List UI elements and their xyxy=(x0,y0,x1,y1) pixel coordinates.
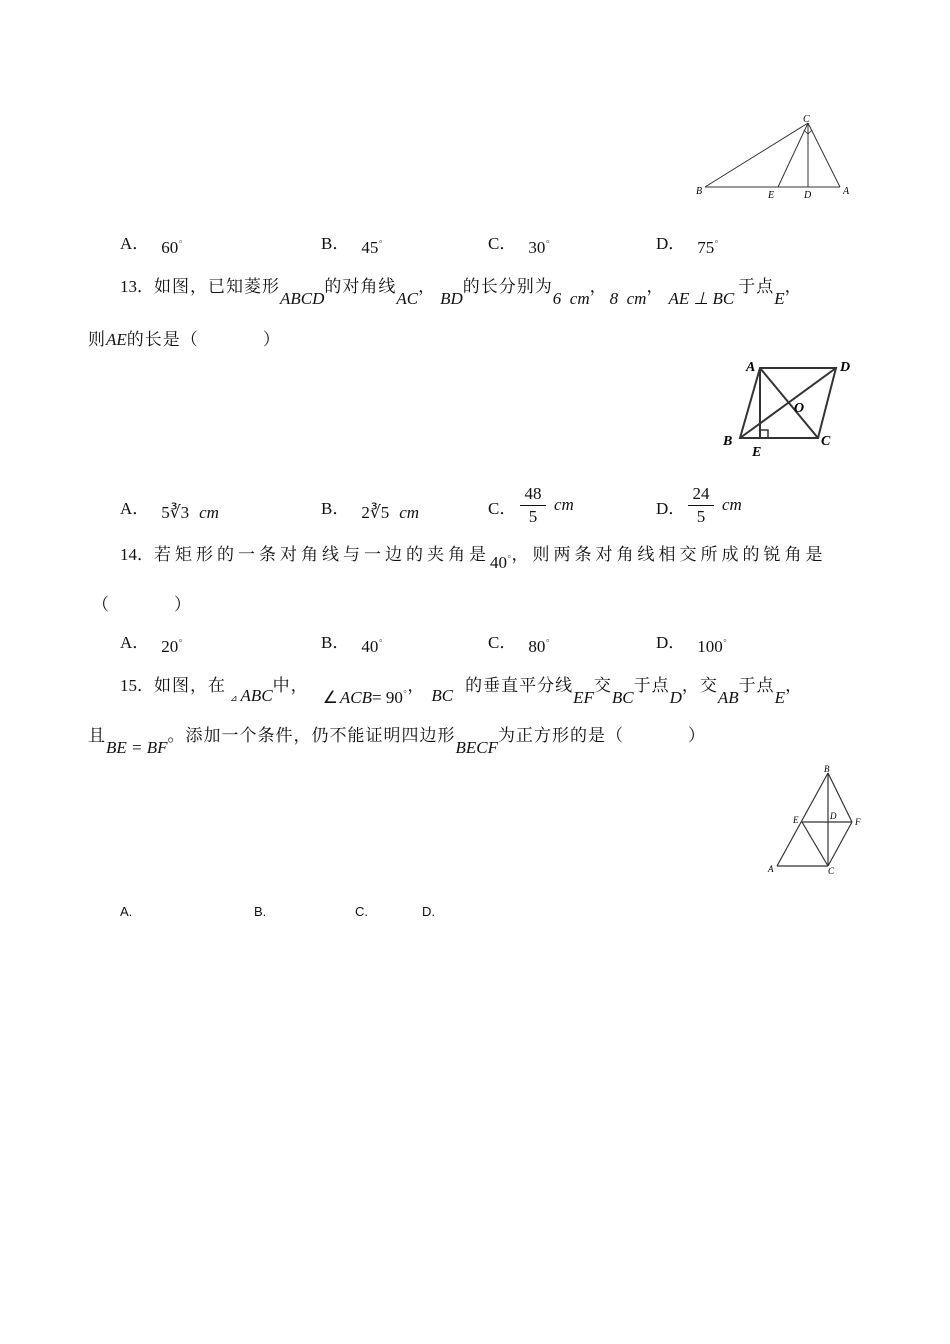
option-label: D． xyxy=(656,499,686,518)
q14-stem-line1 xyxy=(120,540,827,572)
q14-option-c[interactable] xyxy=(488,628,550,656)
stem-text: 的垂直平分线 xyxy=(465,676,574,696)
degree-sign: ° xyxy=(507,555,512,565)
math-8cm: 8 cm xyxy=(609,289,647,308)
question-number: 13． xyxy=(120,277,154,296)
q14-option-d[interactable] xyxy=(656,628,728,656)
math-ae-perp-bc: AE ⊥ BC xyxy=(668,289,735,308)
math-d: D xyxy=(669,688,682,707)
stem-text: 交 xyxy=(593,676,612,696)
stem-text: 则 xyxy=(88,330,106,350)
option-unit: cm xyxy=(199,503,219,522)
option-value: 30 xyxy=(528,238,546,257)
q14-option-a[interactable] xyxy=(120,628,183,656)
math-becf: BECF xyxy=(455,738,499,757)
option-label: D． xyxy=(656,633,686,652)
option-label: A． xyxy=(120,499,150,518)
q12-option-b[interactable] xyxy=(321,229,383,257)
q12-option-a[interactable] xyxy=(120,229,183,257)
fig15-label-c: C xyxy=(828,866,835,876)
degree-sign: ° xyxy=(378,240,383,250)
q15-option-c[interactable]: C. xyxy=(355,904,368,919)
fig13-label-b: B xyxy=(723,434,733,449)
fig13-label-d: D xyxy=(840,360,851,375)
q13-option-c-fraction xyxy=(520,484,546,527)
stem-text: 于点 xyxy=(738,277,775,297)
figure-q13 xyxy=(718,352,863,460)
math-acb: ACB xyxy=(339,688,373,707)
option-value: 60 xyxy=(161,238,179,257)
fig13-label-o: O xyxy=(794,401,805,416)
q13-option-d-fraction xyxy=(688,484,714,527)
stem-text: 如图，已知菱形 xyxy=(154,277,280,297)
q15-option-d[interactable]: D. xyxy=(422,904,435,919)
math-be-eq-bf: BE = BF xyxy=(106,738,168,757)
degree-sign: ° xyxy=(545,240,550,250)
stem-text: 为正方形的是（ ） xyxy=(498,726,707,746)
q13-option-d-unit: cm xyxy=(722,495,742,514)
fraction-denominator: 5 xyxy=(528,507,538,526)
angle-symbol: ∠ xyxy=(322,688,338,707)
math-bc: BC xyxy=(611,688,634,707)
stem-text: ， xyxy=(646,277,665,297)
math-ae: AE xyxy=(106,330,127,349)
q15-option-a[interactable]: A. xyxy=(120,904,133,919)
degree-sign: ° xyxy=(378,639,383,649)
degree-sign: ° xyxy=(722,639,728,649)
option-label: C． xyxy=(488,633,517,652)
option-value: 40 xyxy=(361,637,379,656)
math-e: E xyxy=(774,688,786,707)
option-label: A． xyxy=(120,234,150,253)
degree-sign: ° xyxy=(178,639,183,649)
q14-stem-line2: （ ） xyxy=(92,595,193,615)
stem-text: ，则两条对角线相交所成的锐角是 xyxy=(511,545,827,565)
fraction-denominator: 5 xyxy=(696,507,706,526)
q12-option-d[interactable] xyxy=(656,229,719,257)
q15-option-b[interactable]: B. xyxy=(254,904,267,919)
question-number: 14． xyxy=(120,545,154,564)
figure-q15 xyxy=(762,760,867,878)
stem-text: 的长分别为 xyxy=(462,277,553,297)
fig12-label-e: E xyxy=(768,190,775,201)
stem-text: ，交 xyxy=(681,676,718,696)
fig15-label-d: D xyxy=(830,811,837,821)
degree-sign: ° xyxy=(714,240,719,250)
q13-option-c-unit: cm xyxy=(554,495,574,514)
fig12-label-b: B xyxy=(696,186,703,197)
cube-root-sign: ∛ xyxy=(369,503,381,522)
fig15-label-a: A xyxy=(768,864,774,874)
question-number: 15． xyxy=(120,676,154,695)
math-bc: BC xyxy=(431,686,454,705)
stem-text: 于点 xyxy=(633,676,670,696)
degree-sign: ° xyxy=(178,240,183,250)
option-coef: 2 xyxy=(361,503,370,522)
q15-stem-line1 xyxy=(120,671,804,707)
stem-text: 若矩形的一条对角线与一边的夹角是 xyxy=(154,545,490,565)
option-label: C． xyxy=(488,499,517,518)
stem-text: ， xyxy=(589,277,608,297)
q15-stem-line2 xyxy=(88,721,707,757)
math-ef: EF xyxy=(573,688,594,707)
math-6cm: 6 cm xyxy=(552,289,590,308)
q13-option-c-label[interactable] xyxy=(488,494,516,519)
fig15-label-e: E xyxy=(793,815,799,825)
option-value: 80 xyxy=(528,637,546,656)
q12-option-c[interactable] xyxy=(488,229,550,257)
degree-sign: ° xyxy=(402,690,408,700)
fig13-label-e: E xyxy=(752,445,762,460)
option-label: B． xyxy=(321,234,350,253)
stem-text: ， xyxy=(418,277,437,297)
q13-option-b[interactable] xyxy=(321,494,420,522)
fig15-label-b: B xyxy=(824,764,830,774)
math-e: E xyxy=(774,289,785,308)
stem-text: 如图，在 xyxy=(154,676,226,696)
stem-text: ， xyxy=(785,676,804,696)
option-radicand: 3 xyxy=(180,503,190,522)
math-bd: BD xyxy=(440,289,463,308)
option-value: 45 xyxy=(361,238,379,257)
option-label: B． xyxy=(321,499,350,518)
figure-q12 xyxy=(690,112,860,204)
option-value: 75 xyxy=(697,238,715,257)
fig13-label-a: A xyxy=(746,360,756,375)
option-unit: cm xyxy=(399,503,420,522)
option-label: A． xyxy=(120,633,150,652)
cube-root-sign: ∛ xyxy=(169,503,181,522)
option-value: 100 xyxy=(697,637,723,656)
fig12-label-a: A xyxy=(843,186,850,197)
q13-stem-line2 xyxy=(88,325,281,350)
option-radicand: 5 xyxy=(380,503,390,522)
math-ac: AC xyxy=(396,289,419,308)
option-label: B． xyxy=(321,633,350,652)
option-value: 20 xyxy=(161,637,179,656)
math-40: 40 xyxy=(490,553,507,572)
math-abcd: ABCD xyxy=(280,289,325,308)
triangle-symbol: ⊿ xyxy=(230,694,238,704)
stem-text: 的对角线 xyxy=(324,277,397,297)
fig15-label-f: F xyxy=(855,817,861,827)
fig12-label-d: D xyxy=(804,190,812,201)
q13-option-a[interactable] xyxy=(120,494,219,522)
option-coef: 5 xyxy=(161,503,170,522)
math-abc: ABC xyxy=(240,686,273,705)
degree-sign: ° xyxy=(545,639,550,649)
stem-text: 于点 xyxy=(738,676,775,696)
fig13-label-c: C xyxy=(821,434,831,449)
q14-option-b[interactable] xyxy=(321,628,383,656)
stem-text: 中， xyxy=(272,676,309,696)
math-eq-90: = 90 xyxy=(372,688,403,707)
stem-text: 的长是（ ） xyxy=(126,330,281,350)
math-ab: AB xyxy=(717,688,739,707)
fraction-numerator: 48 xyxy=(524,484,542,503)
stem-text: 。添加一个条件，仍不能证明四边形 xyxy=(167,726,456,746)
fraction-numerator: 24 xyxy=(692,484,710,503)
option-label: D． xyxy=(656,234,686,253)
stem-text: ， xyxy=(407,676,426,696)
stem-text: 且 xyxy=(88,726,106,746)
q13-stem-line1 xyxy=(120,272,803,308)
q13-option-d-label[interactable] xyxy=(656,494,685,519)
fig12-label-c: C xyxy=(803,114,810,125)
stem-text: ， xyxy=(784,277,803,297)
option-label: C． xyxy=(488,234,517,253)
